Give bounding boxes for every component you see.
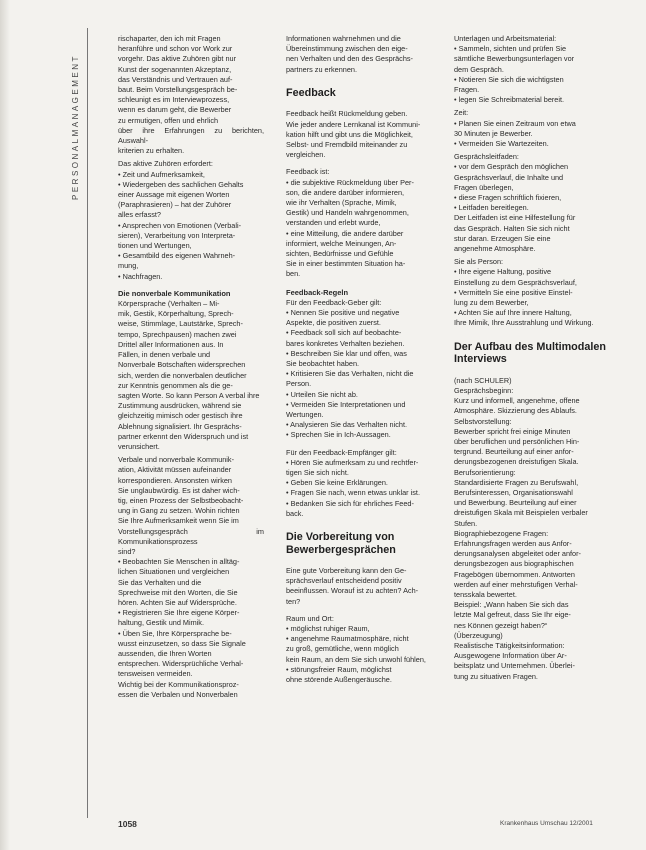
text-line: Fragen überlegen, <box>454 182 514 192</box>
text-line: Sie als Person: <box>454 257 504 267</box>
text-line: (Überzeugung) <box>454 630 503 640</box>
text-line: Wie jeder andere Lernkanal ist Kommuni- <box>286 119 421 129</box>
text-line: • Zeit und Aufmerksamkeit, <box>118 169 205 179</box>
text-line: mik, Gestik, Körperhaltung, Sprech- <box>118 309 234 319</box>
text-line: zur Kenntnis genommen als die ge- <box>118 380 233 390</box>
text-line: rischaparter, den ich mit Fragen <box>118 34 221 43</box>
text-line: • Registrieren Sie Ihre eigene Körper- <box>118 608 240 618</box>
text-line: tensskala bewertet. <box>454 589 517 599</box>
text-line: Zustimmung ausdrücken, während sie <box>118 401 242 411</box>
text-line: Atmosphäre. Skizzierung des Ablaufs. <box>454 406 577 416</box>
text-line: informiert, welche Meinungen, An- <box>286 238 397 248</box>
heading-preparation: Die Vorbereitung von Bewerbergesprächen <box>286 531 396 556</box>
text-line: Kurz und informell, angenehme, offene <box>454 396 580 406</box>
text-line: • vor dem Gespräch den möglichen <box>454 162 569 172</box>
text-line: partner erkennt den Widerspruch und ist <box>118 431 249 441</box>
text-line: heranführe und schon vor Work zur <box>118 44 233 54</box>
text-line: dreistufigen Skala mit Beispielen verbaler <box>454 508 588 518</box>
text-line: ung in Gang zu setzen. Wohin richten <box>118 506 240 516</box>
text-line: • Vermitteln Sie eine positive Einstel- <box>454 287 573 297</box>
text-line: Feedback heißt Rückmeldung geben. <box>286 109 408 119</box>
text-line: bares konkretes Verhalten beziehen. <box>286 338 405 348</box>
text-line: Einstellung zu dem Gesprächsverlauf, <box>454 277 577 287</box>
text-line: ohne störende Außengeräusche. <box>286 675 392 685</box>
text-line: derungsbezogenen dreistufigen Skala. <box>454 457 579 467</box>
text-line: 30 Minuten je Bewerber. <box>454 128 533 138</box>
text-line: dem Gespräch. <box>454 64 504 74</box>
text-line: • diese Fragen schriftlich fixieren, <box>454 193 562 203</box>
text-line: sprächsverlauf entscheidend positiv <box>286 576 402 586</box>
text-line: Berufsinteressen, Organisationswahl <box>454 487 573 497</box>
text-line: Aspekte, die positiven zuerst. <box>286 318 381 328</box>
text-line: tempo, Sprechpausen) machen zwei <box>118 329 237 339</box>
text-line: sieren), Verarbeitung von Interpreta- <box>118 230 236 240</box>
text-line: Ihre Mimik, Ihre Ausstrahlung und Wirkung. <box>454 318 594 328</box>
text-line: Erfahrungsfragen werden aus Anfor- <box>454 538 572 548</box>
text-line: back. <box>286 508 304 518</box>
text-line: Für den Feedback-Empfänger gilt: <box>286 447 397 457</box>
text-line: Informationen wahrnehmen und die <box>286 34 401 43</box>
text-line: Nonverbale Botschaften widersprechen <box>118 360 246 370</box>
text-line: • Beschreiben Sie klar und offen, was <box>286 348 407 358</box>
text-line: • Vermeiden Sie Wartezeiten. <box>454 139 549 149</box>
text-line: wenn es darum geht, die Bewerber <box>118 105 232 115</box>
text-line: Sie unglaubwürdig. Es ist daher wich- <box>118 485 240 495</box>
text-line: Sie beobachtet haben. <box>286 358 360 368</box>
text-line: kation hilft und gibt uns die Möglichkeit, <box>286 129 413 139</box>
text-line: Realistische Tätigkeitsinformation: <box>454 640 565 650</box>
text-line: sichten, Bedürfnisse und Gefühle <box>286 248 394 258</box>
text-line: • Wiedergeben des sachlichen Gehalts <box>118 179 244 189</box>
text-line: • möglichst ruhiger Raum, <box>286 624 370 634</box>
text-line: • Ansprechen von Emotionen (Verbali- <box>118 220 242 230</box>
text-line: Feedback ist: <box>286 167 330 177</box>
text-line: tigen Sie sich nicht. <box>286 468 349 478</box>
feedback-rules-text <box>286 298 432 519</box>
feedback-text <box>286 109 432 279</box>
text-line: kein Raum, an dem Sie sich unwohl fühlen, <box>286 654 426 664</box>
text-line: • Gesamtbild des eigenen Wahrneh- <box>118 251 236 261</box>
text-line: Drittel aller Informationen aus. In <box>118 339 224 349</box>
text-line: hören. Achten Sie auf Widersprüche. <box>118 597 237 607</box>
text-line: Eine gute Vorbereitung kann den Ge- <box>286 566 407 576</box>
intro-continuation <box>286 34 432 75</box>
text-line: • Geben Sie keine Erklärungen. <box>286 478 388 488</box>
preparation-text <box>286 566 432 685</box>
text-line: werden auf einer mehrstufigen Verhal- <box>454 579 578 589</box>
text-line: • störungsfreier Raum, möglichst <box>286 664 392 674</box>
text-line: gleichzeitig mimisch oder gestisch ihre <box>118 411 243 421</box>
text-line: über beruflichen und persönlichen Hin- <box>454 436 580 446</box>
text-line: Fällen, in denen verbale und <box>118 350 211 360</box>
text-line: Gestik) und Handeln wahrgenommen, <box>286 208 409 218</box>
text-line: • Beobachten Sie Menschen in alltäg- <box>118 557 240 567</box>
text-line: entsprechen. Widersprüchliche Verhal- <box>118 659 244 669</box>
text-line: tung zu situativen Fragen. <box>454 671 538 681</box>
text-line: derungsbezogen aus biographischen <box>454 559 574 569</box>
text-line: tensweisen vermeiden. <box>118 669 193 679</box>
text-line: Ausgewogene Information über Ar- <box>454 651 567 661</box>
text-line: partners zu erkennen. <box>286 64 357 74</box>
text-line: Person. <box>286 379 312 389</box>
column-1 <box>118 34 264 700</box>
text-line: Das aktive Zuhören erfordert: <box>118 159 213 169</box>
text-line: Vorstellungsgespräch im Kommunikationsprozess <box>118 526 264 546</box>
text-line: alles erfasst? <box>118 210 161 220</box>
text-line: Ablehnung signalisiert. Ihr Gesprächs- <box>118 421 242 431</box>
text-line: Gesprächsleitfaden: <box>454 152 519 162</box>
text-line: baut. Beim Vorstellungsgespräch be- <box>118 85 238 95</box>
text-line: Biographiebezogene Fragen: <box>454 528 549 538</box>
text-line: stur daran. Erzeugen Sie eine <box>454 233 551 243</box>
text-line: Fragen. <box>454 85 480 95</box>
text-line: Kunst der sogenannten Akzeptanz, <box>118 64 232 74</box>
text-line: son, die andere darüber informieren, <box>286 187 405 197</box>
text-line: Berufsorientierung: <box>454 467 516 477</box>
text-line: (Paraphrasieren) – hat der Zuhörer <box>118 200 232 210</box>
text-line: beeinflussen. Worauf ist zu achten? Ach- <box>286 586 419 596</box>
section-side-label: PERSONALMANAGEMENT <box>71 54 80 200</box>
text-line: Selbst- und Fremdbild miteinander zu <box>286 139 408 149</box>
text-line: • Achten Sie auf Ihre innere Haltung, <box>454 308 572 318</box>
text-line: Sie das Verhalten und die <box>118 577 202 587</box>
text-line: korrespondieren. Ansonsten wirken <box>118 475 232 485</box>
text-line: das Gespräch. Halten Sie sich nicht <box>454 223 570 233</box>
text-line: sich, werden die nonverbalen deutlicher <box>118 370 247 380</box>
text-line: tergrund. Beurteilung auf einer anfor- <box>454 447 574 457</box>
text-line: • Feedback soll sich auf beobachte- <box>286 328 402 338</box>
text-line: Selbstvorstellung: <box>454 416 512 426</box>
text-line: Gesprächsbeginn: <box>454 385 514 395</box>
text-line: zu ermutigen, offen und ehrlich <box>118 115 219 125</box>
text-line: Für den Feedback-Geber gilt: <box>286 297 382 307</box>
text-line: • Üben Sie, Ihre Körpersprache be- <box>118 628 232 638</box>
text-line: • Kritisieren Sie das Verhalten, nicht die <box>286 369 414 379</box>
text-line: Beispiel: „Wann haben Sie sich das <box>454 600 569 610</box>
text-line: das Verständnis und Vertrauen auf- <box>118 74 233 84</box>
text-line: Der Leitfaden ist eine Hilfestellung für <box>454 213 576 223</box>
text-line: Bewerber spricht frei einige Minuten <box>454 426 571 436</box>
text-line: Körpersprache (Verhalten – Mi- <box>118 299 220 309</box>
heading-feedback-rules: Feedback-Regeln <box>286 287 349 297</box>
text-line: wusst einzusetzen, so dass Sie Signale <box>118 638 246 648</box>
text-line: ation, Aktivität müssen aufeinander <box>118 465 232 475</box>
text-line: • Analysieren Sie das Verhalten nicht. <box>286 420 408 430</box>
text-line: • Notieren Sie sich die wichtigsten <box>454 74 564 84</box>
heading-feedback: Feedback <box>286 86 336 99</box>
text-line: tionen und Wertungen, <box>118 241 192 251</box>
text-line: Unterlagen und Arbeitsmaterial: <box>454 34 557 43</box>
preparation-checklist <box>454 34 608 329</box>
text-line: • Hören Sie aufmerksam zu und rechtfer- <box>286 457 419 467</box>
text-line: sagten Worte. So kann Person A verbal ihre <box>118 390 260 400</box>
text-line: Raum und Ort: <box>286 613 334 623</box>
text-line: weise, Stimmlage, Lautstärke, Sprech- <box>118 319 243 329</box>
text-line: aussenden, die Ihren Worten <box>118 648 212 658</box>
interview-structure-text <box>454 376 608 682</box>
text-line: sind? <box>118 546 136 556</box>
text-line: • Vermeiden Sie Interpretationen und <box>286 399 406 409</box>
text-line: • Leitfaden bereitlegen. <box>454 203 529 213</box>
text-line: tig, einen Prozess der Selbstbeobacht- <box>118 495 244 505</box>
text-line: sämtliche Bewerbungsunterlagen vor <box>454 54 575 64</box>
text-line: • legen Sie Schreibmaterial bereit. <box>454 95 565 105</box>
text-line: Wichtig bei der Kommunikationsproz- <box>118 679 239 689</box>
text-line: Zeit: <box>454 108 469 118</box>
text-line: angenehme Atmosphäre. <box>454 244 536 254</box>
text-line: haltung, Gestik und Mimik. <box>118 618 204 628</box>
text-line: • die subjektive Rückmeldung über Per- <box>286 177 414 187</box>
text-line: • Fragen Sie nach, wenn etwas unklar ist. <box>286 488 420 498</box>
text-line: • Sprechen Sie in Ich-Aussagen. <box>286 430 391 440</box>
text-line: Wertungen. <box>286 410 324 419</box>
text-line: lung zu dem Bewerber, <box>454 298 529 308</box>
text-line: lichen Situationen und vergleichen <box>118 567 230 577</box>
journal-footer: Krankenhaus Umschau 12/2001 <box>500 820 593 827</box>
text-line: Stufen. <box>454 518 478 528</box>
text-line: Verbale und nonverbale Kommunik- <box>118 455 235 465</box>
text-line: kriterien zu erhalten. <box>118 146 185 156</box>
text-line: essen die Verbalen und Nonverbalen <box>118 689 238 699</box>
text-line: nes Können gezeigt haben?“ <box>454 620 548 630</box>
column-3 <box>454 34 608 682</box>
text-line: Sprechweise mit den Worten, die Sie <box>118 587 238 597</box>
text-line: Sie in einer bestimmten Situation ha- <box>286 259 406 269</box>
text-line: verstanden und erlebt wurde, <box>286 218 381 228</box>
text-line: • eine Mitteilung, die andere darüber <box>286 228 404 238</box>
text-line: über ihre Erfahrungen zu berichten, Auswahl- <box>118 125 264 146</box>
text-line: und Bewerbung. Beurteilung auf einer <box>454 498 577 508</box>
text-line: vergleichen. <box>286 150 326 160</box>
text-line: Standardisierte Fragen zu Berufswahl, <box>454 477 579 487</box>
text-line: (nach SCHULER) <box>454 375 512 385</box>
text-line: • Bedanken Sie sich für ehrliches Feed- <box>286 498 414 508</box>
text-line: einer Aussage mit eigenen Worten <box>118 190 230 200</box>
section-side-rule <box>87 28 88 818</box>
text-line: • angenehme Raumatmosphäre, nicht <box>286 634 409 644</box>
text-line: derungsanalysen abgeleitet oder anfor- <box>454 549 581 559</box>
page-number: 1058 <box>118 819 137 829</box>
text-line: Fragebögen übernommen. Antworten <box>454 569 575 579</box>
text-line: • Ihre eigene Haltung, positive <box>454 267 552 277</box>
text-line: letzte Mal gefreut, dass Sie Ihr eige- <box>454 610 571 620</box>
text-line: beitsplatz und Unternehmen. Überlei- <box>454 661 575 671</box>
text-line: Übereinstimmung zwischen den eige- <box>286 44 408 54</box>
text-line: nen Verhalten und den des Gesprächs- <box>286 54 413 64</box>
text-line: verunsichert. <box>118 441 160 451</box>
text-line: • Planen Sie einen Zeitraum von etwa <box>454 118 576 128</box>
text-line: Gesprächsverlauf, die Inhalte und <box>454 172 564 182</box>
page-binding-shadow <box>0 0 10 850</box>
text-line: Sie Ihre Aufmerksamkeit wenn Sie im <box>118 516 239 526</box>
text-line: schleunigt es im Interviewprozess, <box>118 95 230 105</box>
text-line: • Nachfragen. <box>118 271 163 281</box>
text-line: wie ihr Verhalten (Sprache, Mimik, <box>286 197 397 207</box>
heading-multimodal-interview: Der Aufbau des Multimodalen Interviews <box>454 340 606 366</box>
text-line: ten? <box>286 596 301 606</box>
text-line: Die nonverbale Kommunikation <box>118 288 231 298</box>
text-line: • Nennen Sie positive und negative <box>286 307 400 317</box>
column-2 <box>286 34 432 685</box>
text-line: vorgehr. Das aktive Zuhören gibt nur <box>118 54 237 64</box>
text-line: ben. <box>286 269 301 279</box>
text-line: zu groß, gemütliche, wenn möglich <box>286 644 399 654</box>
text-line: • Sammeln, sichten und prüfen Sie <box>454 44 567 54</box>
text-line: • Urteilen Sie nicht ab. <box>286 389 358 399</box>
text-line: mung, <box>118 261 139 271</box>
